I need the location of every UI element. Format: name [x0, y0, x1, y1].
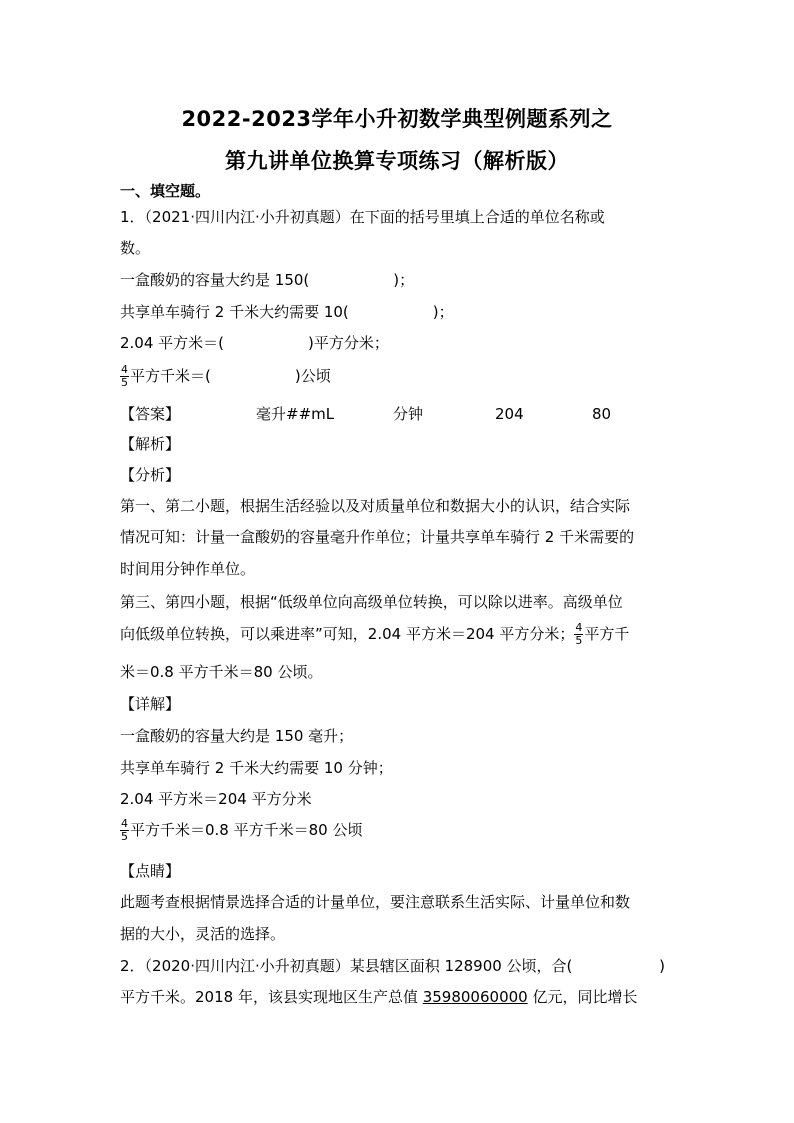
q2-stem-text: 2．（2020·四川内江·小升初真题）某县辖区面积 128900 公顷，合(	[120, 957, 573, 975]
answer-1: 毫升##mL	[256, 405, 335, 423]
q2-stem-b-pre: 平方千米。2018 年，该县实现地区生产总值	[120, 988, 423, 1006]
answer-row	[120, 404, 680, 424]
answer-2: 分钟	[393, 405, 424, 423]
section-heading: 一、填空题。	[120, 182, 211, 200]
q1-item-4-pre: 平方千米＝(	[130, 367, 211, 385]
dianjing-label: 【点睛】	[120, 862, 181, 880]
answer-label: 【答案】	[120, 405, 181, 423]
xiangjie-line-1: 一盒酸奶的容量大约是 150 毫升；	[120, 727, 354, 745]
fenxi-line-4: 第三、第四小题，根据“低级单位向高级单位转换，可以除以进率。高级单位	[120, 593, 623, 611]
jiexi-label: 【解析】	[120, 435, 181, 453]
fenxi-line-6: 米＝0.8 平方千米＝80 公顷。	[120, 663, 323, 681]
title-line-2: 第九讲单位换算专项练习（解析版）	[225, 149, 569, 173]
answer-4: 80	[592, 405, 612, 423]
q1-item-3-pre: 2.04 平方米＝(	[120, 334, 225, 352]
q1-item-1	[120, 270, 414, 290]
fenxi-line-3: 时间用分钟作单位。	[120, 560, 256, 578]
xiangjie-label: 【详解】	[120, 695, 181, 713]
xiangjie-line-4-text: 平方千米＝0.8 平方千米＝80 公顷	[130, 821, 363, 839]
title-line-1: 2022-2023学年小升初数学典型例题系列之	[181, 107, 613, 131]
fraction: $\frac{4}{5}$	[121, 817, 128, 843]
fraction: $\frac{4}{5}$	[575, 621, 583, 647]
fenxi-line-5-tail: 平方千	[584, 625, 630, 643]
q1-item-1-post: )；	[393, 271, 415, 289]
answer-3: 204	[495, 405, 524, 423]
xiangjie-line-3: 2.04 平方米＝204 平方分米	[120, 790, 312, 808]
q1-stem-line-2: 数。	[120, 239, 151, 257]
q1-item-4	[120, 363, 331, 389]
q1-item-1-pre: 一盒酸奶的容量大约是 150(	[120, 271, 310, 289]
dianjing-line-2: 据的大小，灵活的选择。	[120, 925, 286, 943]
xiangjie-line-2: 共享单车骑行 2 千米大约需要 10 分钟；	[120, 759, 393, 777]
q1-item-2-pre: 共享单车骑行 2 千米大约需要 10(	[120, 303, 349, 321]
fenxi-line-2: 情况可知：计量一盒酸奶的容量毫升作单位；计量共享单车骑行 2 千米需要的	[120, 528, 635, 546]
q1-stem-line-1: 1．（2021·四川内江·小升初真题）在下面的括号里填上合适的单位名称或	[120, 208, 605, 226]
q2-stem-line-2	[120, 987, 637, 1007]
fenxi-line-5	[120, 621, 629, 647]
fenxi-label: 【分析】	[120, 466, 181, 484]
q1-item-3-post: )平方分米；	[308, 334, 389, 352]
q1-item-3	[120, 333, 389, 353]
xiangjie-line-4	[120, 817, 362, 843]
q1-item-4-post: )公顷	[294, 367, 331, 385]
fenxi-line-5-text: 向低级单位转换，可以乘进率”可知，2.04 平方米＝204 平方分米；	[120, 625, 575, 643]
q1-item-2-post: )；	[432, 303, 454, 321]
q2-stem-line-1	[120, 956, 665, 976]
fenxi-line-1: 第一、第二小题，根据生活经验以及对质量单位和数据大小的认识，结合实际	[120, 497, 631, 515]
q2-blank-close: )	[659, 957, 665, 975]
q1-item-2	[120, 302, 454, 322]
q2-stem-b-post: 亿元，同比增长	[527, 988, 638, 1006]
q2-gdp-number: 35980060000	[422, 988, 528, 1006]
fraction: $\frac{4}{5}$	[121, 363, 128, 389]
dianjing-line-1: 此题考查根据情景选择合适的计量单位，要注意联系生活实际、计量单位和数	[120, 893, 631, 911]
